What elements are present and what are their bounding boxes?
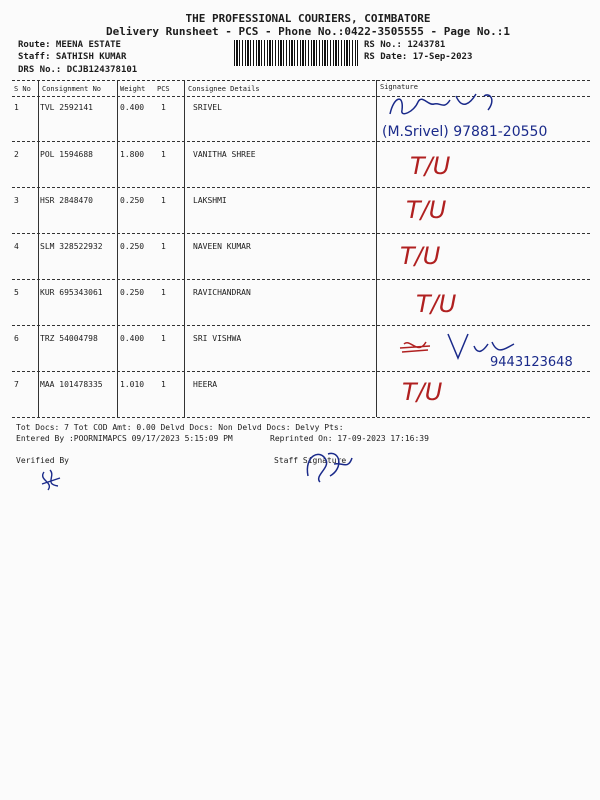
rs-date: RS Date: 17-Sep-2023 [364,52,473,62]
row-divider [12,371,590,372]
row-pcs: 1 [161,103,166,112]
route-label: Route: MEENA ESTATE [18,40,121,50]
row-weight: 0.250 [120,288,145,297]
row-sno: 5 [14,288,19,297]
row-divider [12,187,590,188]
row-divider [12,325,590,326]
row-pcs: 1 [161,380,166,389]
verifier-initials-signature [36,466,66,496]
row-pcs: 1 [161,334,166,343]
company-title: THE PROFESSIONAL COURIERS, COIMBATORE [185,12,431,25]
barcode [234,40,358,66]
col-divider [184,80,185,417]
row-sno: 2 [14,150,19,159]
runsheet-subtitle: Delivery Runsheet - PCS - Phone No.:0422-3505555 - Page No.:1 [106,25,510,38]
row-pcs: 1 [161,196,166,205]
row-consignment: HSR 2848470 [40,196,93,205]
row-consignment: TRZ 54004798 [40,334,98,343]
row-consignment: KUR 695343061 [40,288,103,297]
row-divider [12,279,590,280]
drs-number: DRS No.: DCJB124378101 [18,65,138,75]
row-sno: 3 [14,196,19,205]
row-weight: 0.400 [120,103,145,112]
row-consignee: LAKSHMI [193,196,227,205]
handwritten-tu-row4: T/U [400,242,441,270]
handwritten-signature-row1 [384,90,524,124]
handwritten-tu-row5: T/U [416,290,457,318]
col-divider [376,80,377,417]
row-pcs: 1 [161,242,166,251]
col-header-sno: S No [14,85,31,93]
row-pcs: 1 [161,150,166,159]
row-weight: 1.800 [120,150,145,159]
col-header-pcs: PCS [157,85,170,93]
entered-by: Entered By :POORNIMAPCS 09/17/2023 5:15:09 PM [16,434,233,443]
handwritten-tu-row2: T/U [410,152,451,180]
row-consignment: SLM 328522932 [40,242,103,251]
handwritten-tu-row3: T/U [406,196,447,224]
totals-line: Tot Docs: 7 Tot COD Amt: 0.00 Delvd Docs: Non Delvd Docs: Delvy Pts: [16,423,344,432]
col-header-consignment: Consignment No [42,85,102,93]
row-divider [12,141,590,142]
row-sno: 4 [14,242,19,251]
row-consignee: NAVEEN KUMAR [193,242,251,251]
row-consignee: HEERA [193,380,218,389]
handwritten-name-phone: (M.Srivel) 97881-20550 [382,124,548,140]
row-consignee: VANITHA SHREE [193,150,256,159]
handwritten-phone-row6: 9443123648 [490,355,573,370]
col-header-signature: Signature [380,83,418,91]
row-weight: 0.250 [120,196,145,205]
table-bottom-border [12,417,590,418]
row-divider [12,233,590,234]
rs-number: RS No.: 1243781 [364,40,446,50]
row-sno: 6 [14,334,19,343]
col-divider [38,80,39,417]
row-weight: 0.250 [120,242,145,251]
row-consignee: RAVICHANDRAN [193,288,251,297]
row-consignee: SRI VISHWA [193,334,242,343]
row-pcs: 1 [161,288,166,297]
col-header-weight: Weight [120,85,146,93]
row-consignment: TVL 2592141 [40,103,93,112]
row-sno: 1 [14,103,19,112]
row-sno: 7 [14,380,19,389]
row-consignment: POL 1594688 [40,150,93,159]
row-consignment: MAA 101478335 [40,380,103,389]
staff-label: Staff: SATHISH KUMAR [18,52,127,62]
staff-signature-mark [300,446,360,486]
row-consignee: SRIVEL [193,103,222,112]
col-header-consignee: Consignee Details [188,85,260,93]
row-weight: 0.400 [120,334,145,343]
col-divider [117,80,118,417]
staff-signature-label: Staff Signature [274,456,347,465]
handwritten-tu-row7: T/U [402,378,443,406]
verified-by-label: Verified By [16,456,69,465]
row-weight: 1.010 [120,380,145,389]
reprinted-on: Reprinted On: 17-09-2023 17:16:39 [270,434,429,443]
table-top-border [12,80,590,81]
